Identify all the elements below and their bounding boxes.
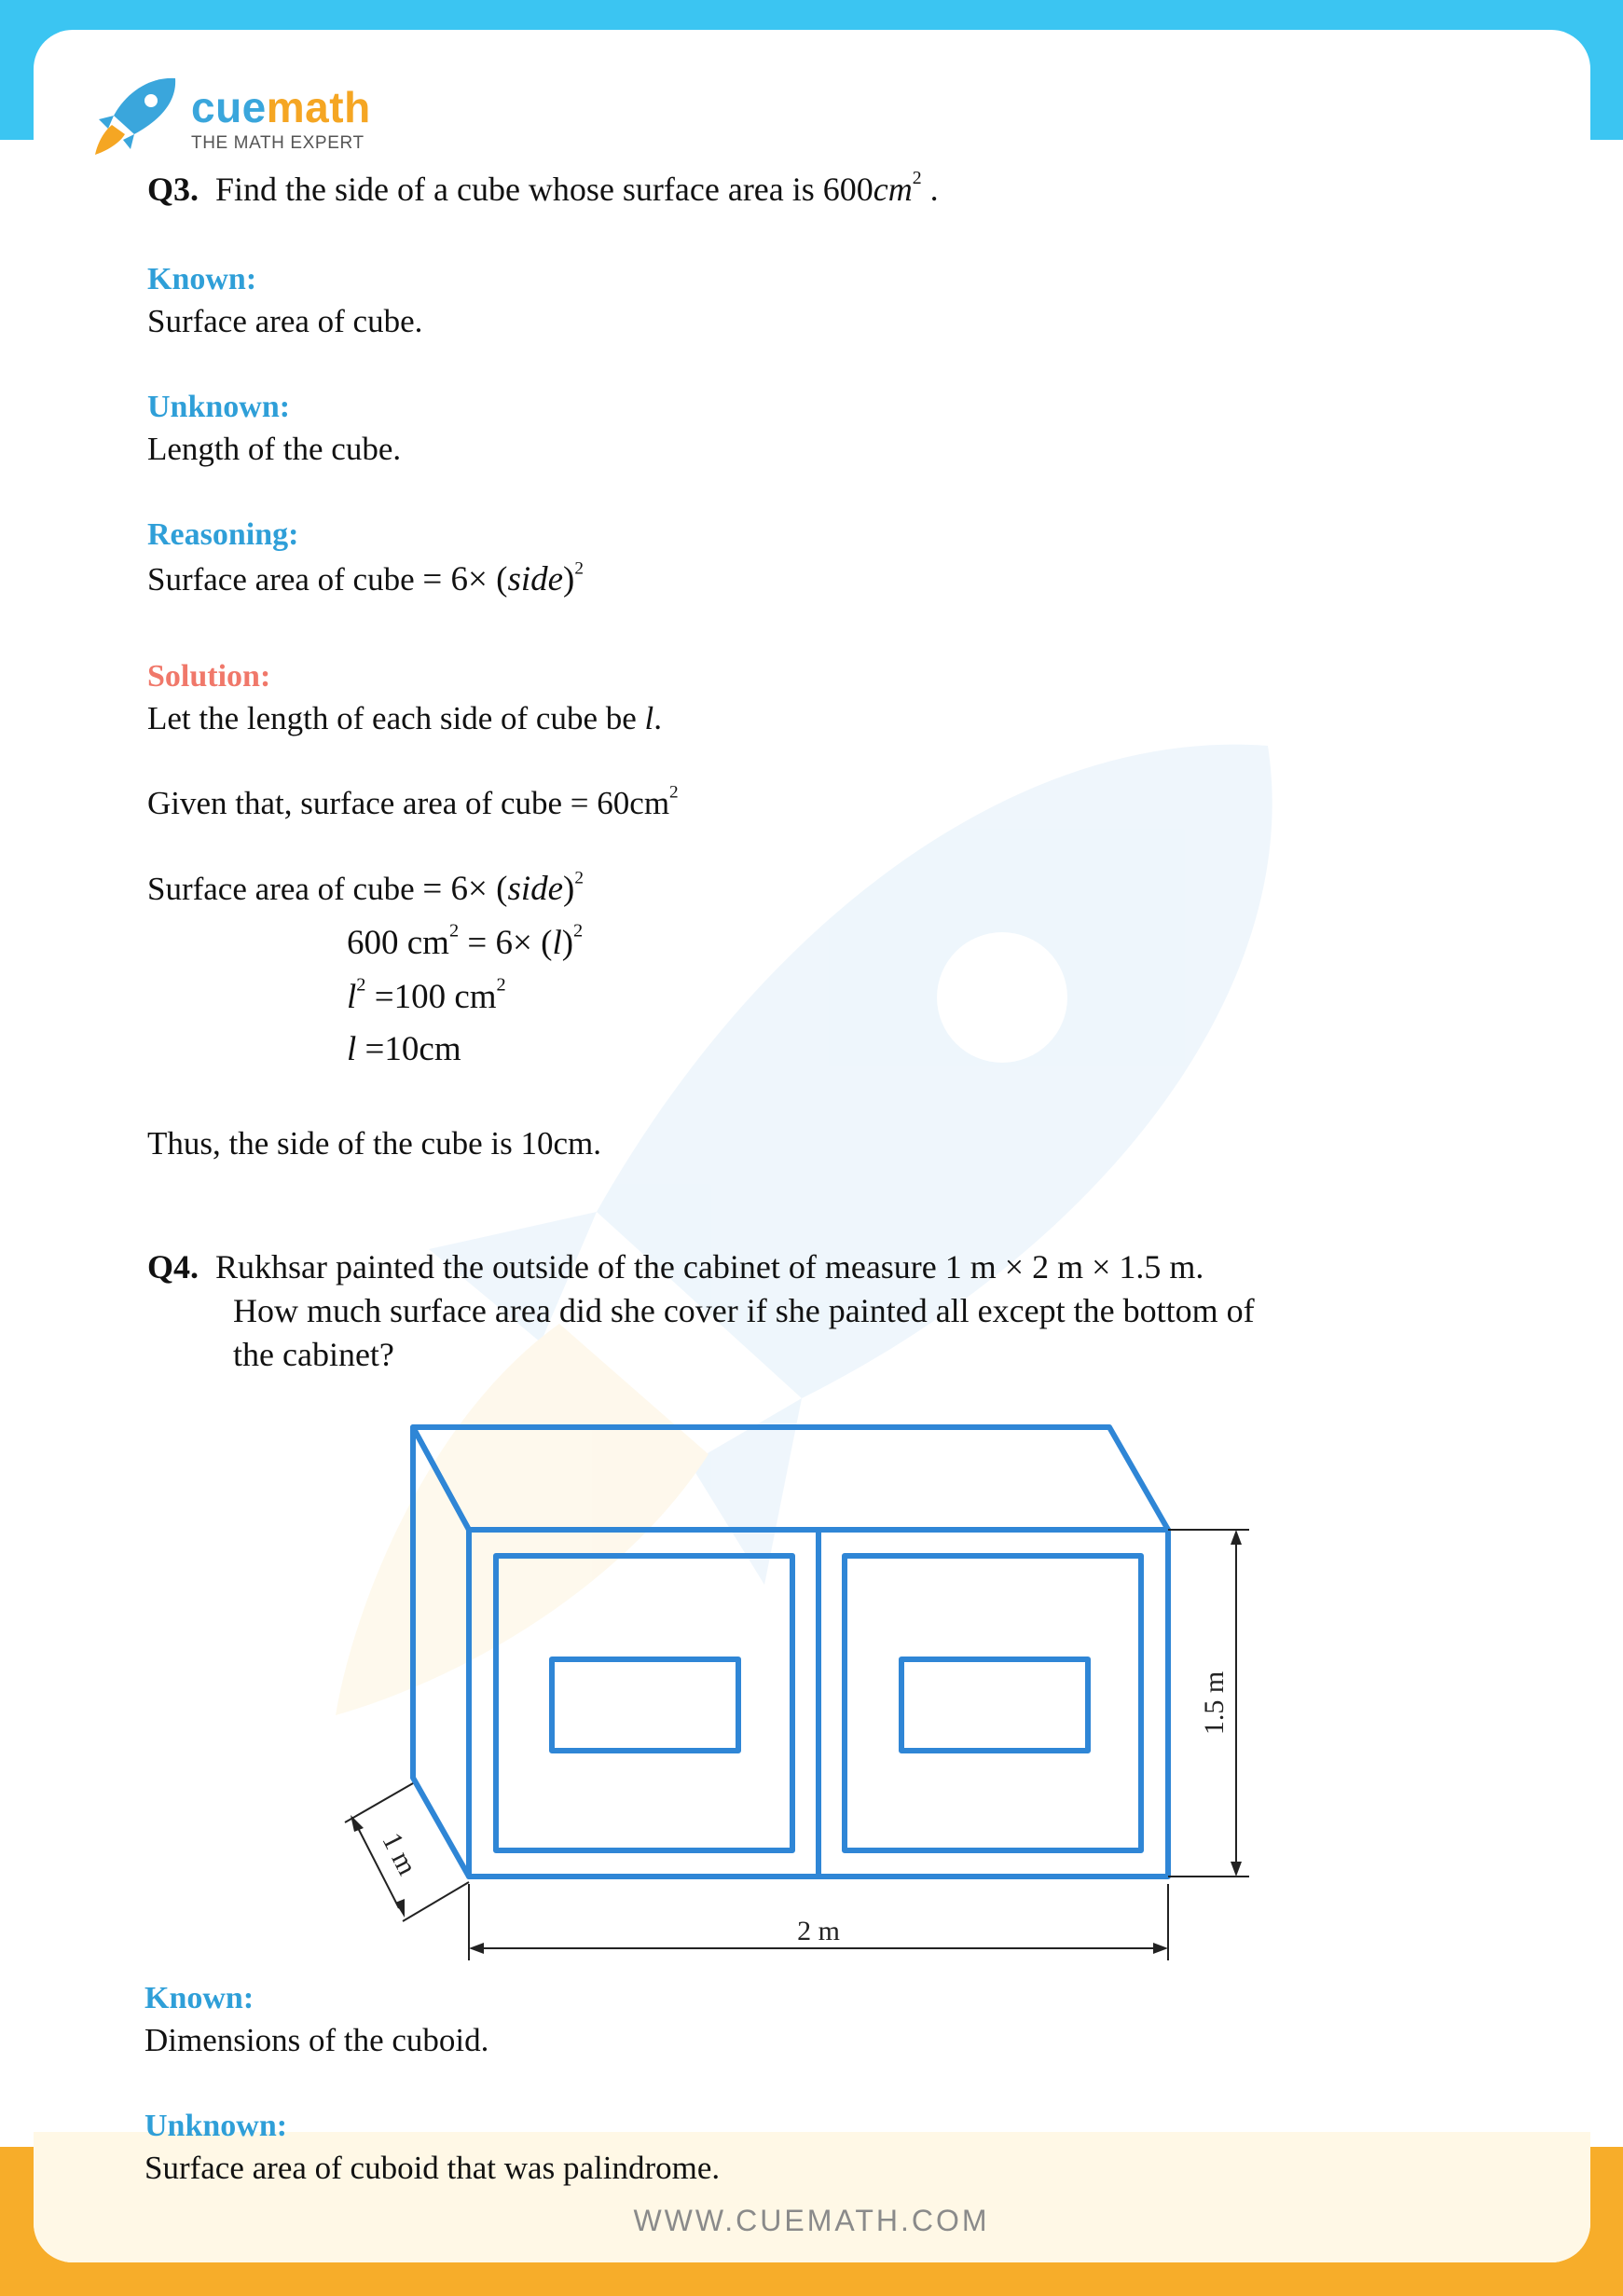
q3-step3: $l^2 =100$ $cm^2$ xyxy=(347,974,506,1016)
q3-known-heading: Known: xyxy=(147,262,257,296)
q3-solution-heading: Solution: xyxy=(147,659,271,694)
cabinet-figure xyxy=(317,1412,1277,1972)
q4-question-line3: the cabinet? xyxy=(233,1336,394,1373)
cabinet-top-face xyxy=(413,1427,1168,1530)
brand-tagline: THE MATH EXPERT xyxy=(191,133,364,153)
q3-step1: Surface area of cube = 6× (side)$^2$ xyxy=(147,868,584,908)
q3-reasoning-heading: Reasoning: xyxy=(147,517,299,552)
q3-step4: l =10cm xyxy=(347,1030,461,1068)
cabinet-right-door xyxy=(845,1556,1141,1850)
q3-solution-line1: Let the length of each side of cube be l. xyxy=(147,700,663,736)
q4-known-text: Dimensions of the cuboid. xyxy=(144,2022,489,2058)
footer-url: WWW.CUEMATH.COM xyxy=(633,2204,990,2237)
q3-step2: 600 $cm^2 = 6\times (l)^2$ xyxy=(347,920,584,962)
q3-reasoning-formula: Surface area of cube = 6× (side)$^2$ xyxy=(147,558,584,598)
q3-unknown-heading: Unknown: xyxy=(147,390,291,424)
height-label: 1.5 m xyxy=(1199,1670,1230,1736)
q3-known-text: Surface area of cube. xyxy=(147,303,423,339)
q4-unknown-text: Surface area of cuboid that was palindrome. xyxy=(144,2150,721,2186)
q3-unknown-text: Length of the cube. xyxy=(147,431,402,467)
q4-known-heading: Known: xyxy=(144,1981,254,2015)
depth-label: 1 m xyxy=(376,1827,423,1880)
brand-wordmark: cuemath xyxy=(191,83,371,131)
cabinet-left-handle xyxy=(552,1659,738,1751)
rocket-logo-icon xyxy=(93,75,182,158)
cabinet-left-door xyxy=(496,1556,792,1850)
cabinet-side-face xyxy=(413,1427,469,1877)
cabinet-right-handle xyxy=(901,1659,1088,1751)
q3-given: Given that, surface area of cube = $60cm^2$ xyxy=(147,782,679,821)
q4-question-line1: Q4. Rukhsar painted the outside of the cabinet of measure 1 m × 2 m × 1.5 m. xyxy=(147,1248,1204,1285)
q4-unknown-heading: Unknown: xyxy=(144,2109,288,2143)
q3-question: Q3. Find the side of a cube whose surface area is $600cm^2$ . xyxy=(147,168,939,208)
q3-conclusion: Thus, the side of the cube is 10cm. xyxy=(147,1125,601,1162)
width-label: 2 m xyxy=(797,1916,840,1946)
q4-question-line2: How much surface area did she cover if she painted all except the bottom of xyxy=(233,1292,1255,1329)
